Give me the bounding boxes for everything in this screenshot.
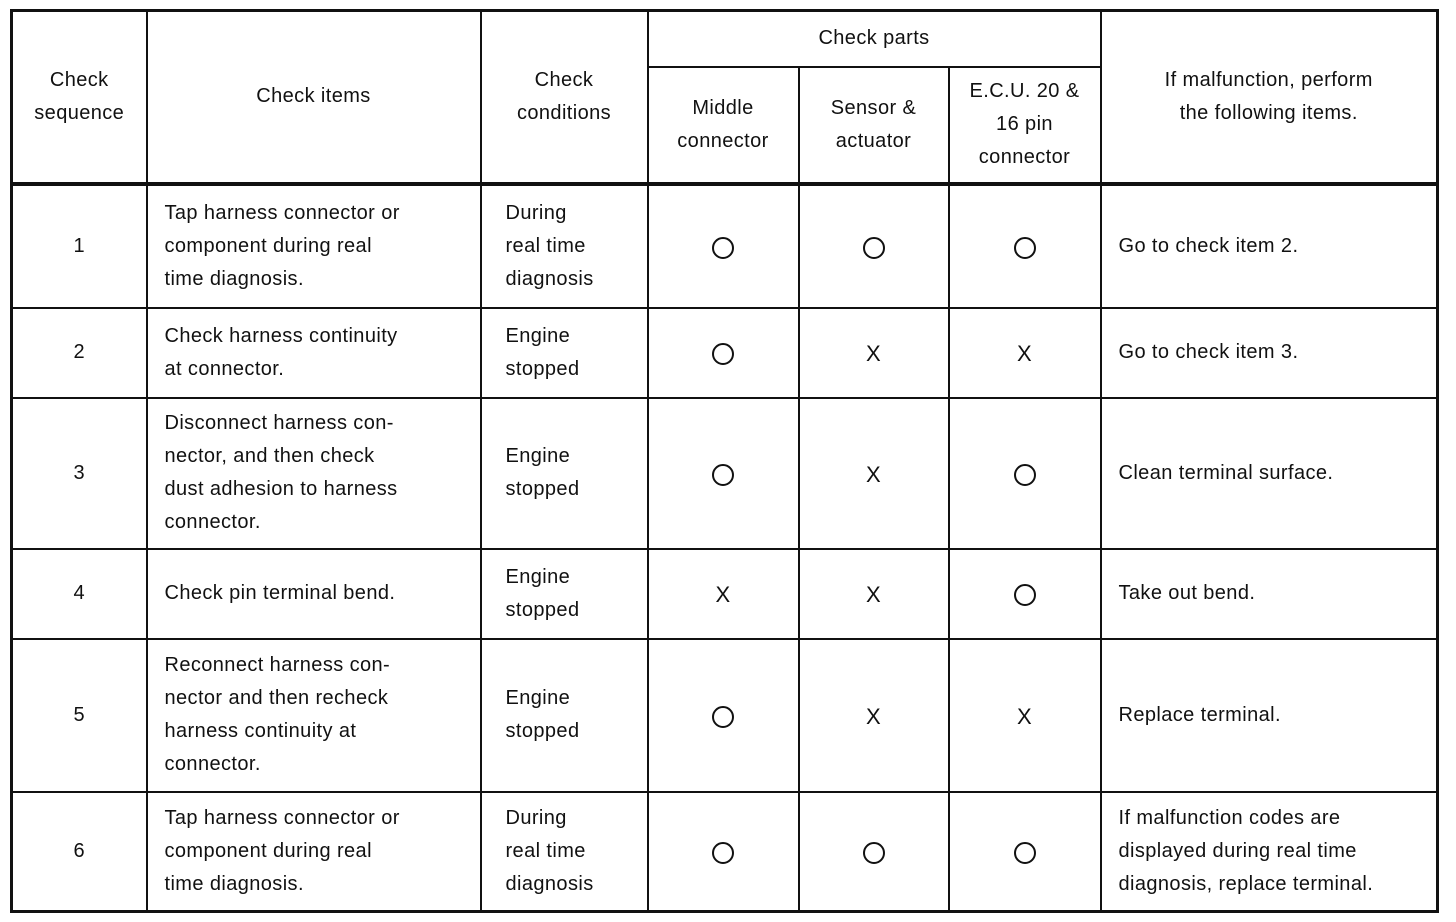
check-condition-cell — [481, 549, 648, 639]
table-row — [12, 792, 1438, 912]
table-body — [12, 184, 1438, 912]
check-item-cell-text: Tap harness connector or component during real time diagnosis. — [164, 806, 400, 895]
circle-mark-icon — [1014, 237, 1036, 259]
remedy-cell-text: Take out bend. — [1118, 582, 1256, 604]
header-check-items-label: Check items — [256, 85, 371, 108]
circle-mark-icon — [1014, 842, 1036, 864]
middle-connector-mark-cell — [648, 184, 799, 308]
header-middle-connector-label: Middle connector — [677, 96, 769, 152]
check-item-cell-text: Check harness continuity at connector. — [164, 324, 398, 380]
check-sequence-cell — [12, 639, 147, 792]
header-ecu-connector-label: E.C.U. 20 & 16 pin connector — [969, 80, 1080, 168]
circle-mark-icon — [1014, 584, 1036, 606]
x-mark-icon: X — [1016, 341, 1033, 367]
header-sensor-actuator — [799, 67, 949, 184]
table-row — [12, 639, 1438, 792]
middle-connector-mark-cell — [648, 549, 799, 639]
circle-mark-icon — [712, 842, 734, 864]
check-item-cell — [147, 398, 481, 549]
circle-mark-icon — [712, 706, 734, 728]
check-sequence-cell-text: 1 — [73, 234, 86, 257]
remedy-cell — [1101, 184, 1438, 308]
check-condition-cell — [481, 792, 648, 912]
x-mark-icon: X — [865, 703, 882, 729]
remedy-cell — [1101, 398, 1438, 549]
ecu-connector-mark-cell — [949, 792, 1101, 912]
table-row — [12, 549, 1438, 639]
check-sequence-cell — [12, 398, 147, 549]
table-row — [12, 398, 1438, 549]
circle-mark-icon — [863, 237, 885, 259]
middle-connector-mark-cell — [648, 639, 799, 792]
check-condition-cell-text: During real time diagnosis — [505, 806, 594, 895]
check-table — [10, 9, 1439, 913]
header-check-parts-label: Check parts — [818, 27, 930, 50]
check-condition-cell — [481, 184, 648, 308]
remedy-cell-text: If malfunction codes are displayed during real time diagnosis, replace terminal. — [1118, 806, 1374, 895]
ecu-connector-mark-cell — [949, 639, 1101, 792]
middle-connector-mark-cell — [648, 398, 799, 549]
check-condition-cell — [481, 308, 648, 398]
check-sequence-cell-text: 4 — [73, 582, 86, 604]
ecu-connector-mark-cell — [949, 184, 1101, 308]
check-condition-cell-text: Engine stopped — [505, 445, 580, 500]
check-sequence-cell — [12, 184, 147, 308]
remedy-cell — [1101, 549, 1438, 639]
header-remedy-label: If malfunction, perform the following items. — [1164, 68, 1373, 124]
check-item-cell-text: Reconnect harness con- nector and then recheck harness continuity at connector. — [164, 654, 391, 775]
sensor-actuator-mark-cell — [799, 184, 949, 308]
remedy-cell — [1101, 308, 1438, 398]
check-sequence-cell-text: 2 — [73, 341, 86, 363]
header-ecu-connector — [949, 67, 1101, 184]
remedy-cell-text: Go to check item 2. — [1118, 234, 1299, 257]
sensor-actuator-mark-cell — [799, 549, 949, 639]
sensor-actuator-mark-cell — [799, 398, 949, 549]
circle-mark-icon — [1014, 464, 1036, 486]
ecu-connector-mark-cell — [949, 308, 1101, 398]
header-sensor-actuator-label: Sensor & actuator — [830, 96, 917, 152]
remedy-cell — [1101, 792, 1438, 912]
header-check-conditions — [481, 11, 648, 184]
check-item-cell-text: Check pin terminal bend. — [164, 582, 396, 604]
check-condition-cell-text: Engine stopped — [505, 565, 580, 621]
remedy-cell — [1101, 639, 1438, 792]
check-condition-cell-text: During real time diagnosis — [505, 201, 594, 290]
middle-connector-mark-cell — [648, 792, 799, 912]
check-sequence-cell — [12, 549, 147, 639]
check-sequence-cell-text: 3 — [73, 461, 86, 484]
x-mark-icon: X — [865, 582, 882, 608]
check-item-cell-text: Disconnect harness con- nector, and then check dust adhesion to harness connector. — [164, 412, 398, 533]
x-mark-icon: X — [1016, 703, 1033, 729]
check-item-cell — [147, 639, 481, 792]
check-condition-cell-text: Engine stopped — [505, 687, 580, 742]
header-check-sequence-label: Check sequence — [34, 68, 125, 124]
x-mark-icon: X — [865, 341, 882, 367]
check-item-cell — [147, 184, 481, 308]
header-check-items — [147, 11, 481, 184]
check-item-cell — [147, 549, 481, 639]
remedy-cell-text: Go to check item 3. — [1118, 341, 1299, 363]
table-row — [12, 308, 1438, 398]
sensor-actuator-mark-cell — [799, 308, 949, 398]
header-row — [12, 11, 1438, 67]
ecu-connector-mark-cell — [949, 398, 1101, 549]
check-condition-cell — [481, 639, 648, 792]
middle-connector-mark-cell — [648, 308, 799, 398]
table-row — [12, 184, 1438, 308]
check-item-cell-text: Tap harness connector or component during real time diagnosis. — [164, 201, 400, 290]
remedy-cell-text: Clean terminal surface. — [1118, 461, 1334, 484]
check-item-cell — [147, 792, 481, 912]
check-sequence-cell-text: 5 — [73, 703, 86, 726]
header-check-conditions-label: Check conditions — [516, 68, 612, 124]
header-remedy — [1101, 11, 1438, 184]
check-condition-cell-text: Engine stopped — [505, 324, 580, 380]
check-sequence-cell — [12, 792, 147, 912]
check-table-sheet — [10, 9, 1439, 913]
x-mark-icon: X — [865, 461, 882, 487]
circle-mark-icon — [863, 842, 885, 864]
circle-mark-icon — [712, 343, 734, 365]
remedy-cell-text: Replace terminal. — [1118, 703, 1281, 726]
sensor-actuator-mark-cell — [799, 792, 949, 912]
header-check-sequence — [12, 11, 147, 184]
circle-mark-icon — [712, 237, 734, 259]
header-check-parts — [648, 11, 1101, 67]
header-middle-connector — [648, 67, 799, 184]
check-sequence-cell-text: 6 — [73, 839, 86, 862]
check-item-cell — [147, 308, 481, 398]
check-condition-cell — [481, 398, 648, 549]
sensor-actuator-mark-cell — [799, 639, 949, 792]
ecu-connector-mark-cell — [949, 549, 1101, 639]
check-sequence-cell — [12, 308, 147, 398]
x-mark-icon: X — [715, 582, 731, 608]
circle-mark-icon — [712, 464, 734, 486]
